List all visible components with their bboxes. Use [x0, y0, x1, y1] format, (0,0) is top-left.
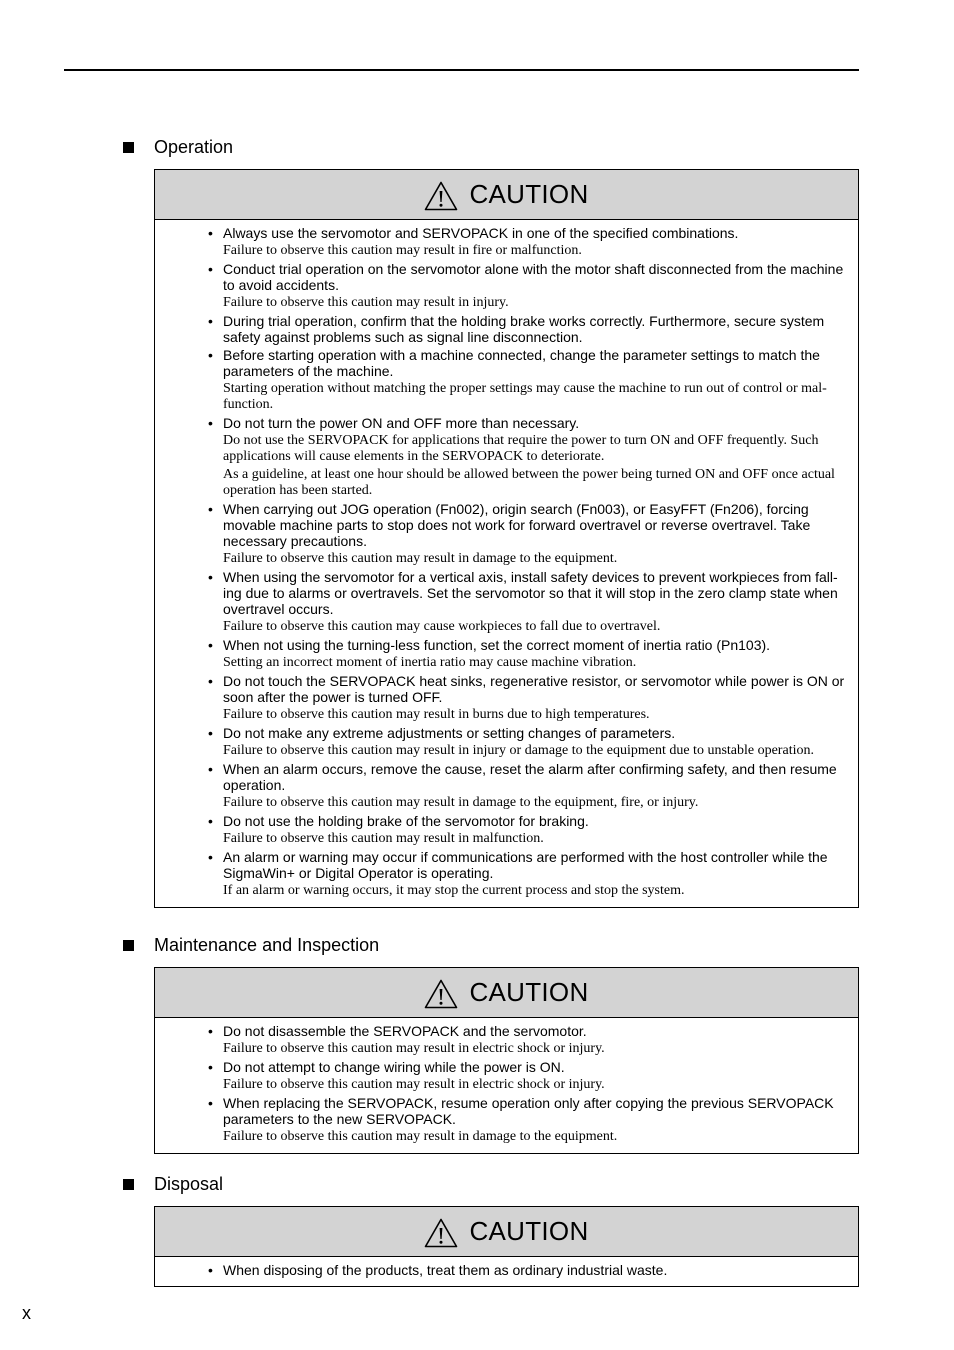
caution-consequence: Failure to observe this caution may result in injury. [223, 295, 509, 310]
caution-text: Do not disassemble the SERVOPACK and the servomotor. [223, 1023, 587, 1039]
caution-item [155, 673, 852, 723]
caution-consequence: Failure to observe this caution may result in electric shock or injury. [223, 1077, 605, 1092]
caution-item [155, 261, 852, 311]
bullet-icon: • [208, 1262, 213, 1278]
top-rule [64, 69, 859, 71]
caution-text: During trial operation, confirm that the holding brake works correctly. Furthermore, secure system safety against problems such as signal line disconnection. [223, 313, 825, 345]
section-title: Maintenance and Inspection [154, 935, 380, 955]
caution-consequence: Failure to observe this caution may result in injury or damage to the equipment due to unstable operation. [223, 743, 814, 758]
caution-list [155, 1257, 858, 1286]
bullet-icon: • [208, 761, 213, 777]
caution-consequence: Failure to observe this caution may cause workpieces to fall due to overtravel. [223, 619, 661, 634]
caution-consequence: Failure to observe this caution may result in damage to the equipment, fire, or injury. [223, 795, 699, 810]
caution-item [155, 569, 852, 635]
caution-text: Do not attempt to change wiring while the power is ON. [223, 1059, 565, 1075]
caution-item [155, 637, 852, 671]
caution-consequence: Failure to observe this caution may result in fire or malfunction. [223, 243, 582, 258]
caution-text: When an alarm occurs, remove the cause, reset the alarm after confirming safety, and then resume operation. [223, 761, 837, 793]
bullet-icon: • [208, 347, 213, 363]
section-heading-maintenance [123, 934, 379, 956]
caution-item [155, 1095, 852, 1145]
caution-text: When replacing the SERVOPACK, resume operation only after copying the previous SERVOPACK parameters to the new SERVOPACK. [223, 1095, 834, 1127]
section-title: Operation [154, 137, 234, 157]
caution-text: Do not turn the power ON and OFF more than necessary. [223, 415, 580, 431]
caution-consequence: Setting an incorrect moment of inertia ratio may cause machine vibration. [223, 655, 637, 670]
bullet-icon: • [208, 1095, 213, 1111]
bullet-icon: • [208, 637, 213, 653]
caution-text: Conduct trial operation on the servomotor alone with the motor shaft disconnected from the machine to avoid accidents. [223, 261, 844, 293]
caution-box-operation [154, 169, 859, 908]
caution-text: An alarm or warning may occur if communications are performed with the host controller while the SigmaWin+ or Digital Operator is operating. [223, 849, 828, 881]
caution-box-maintenance [154, 967, 859, 1154]
warning-triangle-icon [424, 979, 458, 1009]
caution-item [155, 761, 852, 811]
bullet-icon: • [208, 813, 213, 829]
caution-list [155, 220, 858, 907]
section-heading-disposal [123, 1173, 223, 1195]
bullet-icon: • [208, 849, 213, 865]
caution-consequence: Failure to observe this caution may result in burns due to high temperatures. [223, 707, 650, 722]
caution-item [155, 313, 852, 345]
warning-triangle-icon [424, 1218, 458, 1248]
caution-item [155, 501, 852, 567]
bullet-icon: • [208, 569, 213, 585]
bullet-icon: • [208, 313, 213, 329]
caution-item [155, 1023, 852, 1057]
caution-text: Do not touch the SERVOPACK heat sinks, regenerative resistor, or servomotor while power is ON or soon after the power is turned OFF. [223, 673, 845, 705]
caution-text: When using the servomotor for a vertical axis, install safety devices to prevent workpieces from fall- ing due to alarms or overtravels. Set the servomotor so that it will stop in the zero clamp state when overtravel occurs. [223, 569, 838, 617]
caution-label: CAUTION [469, 977, 589, 1007]
caution-text: Before starting operation with a machine connected, change the parameter settings to match the parameters of the machine. [223, 347, 820, 379]
caution-text: Do not use the holding brake of the servomotor for braking. [223, 813, 589, 829]
square-bullet-icon [123, 940, 134, 951]
bullet-icon: • [208, 261, 213, 277]
bullet-icon: • [208, 673, 213, 689]
caution-label: CAUTION [469, 1216, 589, 1246]
caution-text: When carrying out JOG operation (Fn002), origin search (Fn003), or EasyFFT (Fn206), forcing movable machine parts to stop does not work for forward overtravel or reverse overtravel. Take necessary precautions. [223, 501, 811, 549]
caution-label: CAUTION [469, 179, 589, 209]
square-bullet-icon [123, 1179, 134, 1190]
caution-item [155, 813, 852, 847]
caution-item [155, 849, 852, 899]
warning-triangle-icon [424, 181, 458, 211]
caution-item [155, 347, 852, 413]
caution-consequence: Starting operation without matching the proper settings may cause the machine to run out of control or mal- function. [223, 381, 827, 412]
caution-item [155, 415, 852, 499]
bullet-icon: • [208, 1023, 213, 1039]
caution-consequence: Failure to observe this caution may result in damage to the equipment. [223, 551, 618, 566]
caution-item [155, 1059, 852, 1093]
caution-consequence: Failure to observe this caution may result in electric shock or injury. [223, 1041, 605, 1056]
caution-header [155, 170, 858, 220]
caution-text: Always use the servomotor and SERVOPACK in one of the specified combinations. [223, 225, 739, 241]
caution-text: When disposing of the products, treat them as ordinary industrial waste. [223, 1262, 668, 1278]
caution-box-disposal [154, 1206, 859, 1287]
caution-list [155, 1018, 858, 1153]
caution-consequence: Do not use the SERVOPACK for applications that require the power to turn ON and OFF frequently. Such applications will cause elements in the SERVOPACK to deteriorate. [223, 433, 819, 464]
caution-consequence: Failure to observe this caution may result in malfunction. [223, 831, 544, 846]
caution-item [155, 725, 852, 759]
section-heading-operation [123, 136, 233, 158]
page-number: x [22, 1303, 31, 1323]
caution-text: When not using the turning-less function, set the correct moment of inertia ratio (Pn103). [223, 637, 771, 653]
caution-consequence: As a guideline, at least one hour should be allowed between the power being turned ON and OFF once actual operation has been started. [223, 467, 835, 498]
bullet-icon: • [208, 501, 213, 517]
square-bullet-icon [123, 142, 134, 153]
caution-text: Do not make any extreme adjustments or setting changes of parameters. [223, 725, 676, 741]
section-title: Disposal [154, 1174, 224, 1194]
caution-consequence: Failure to observe this caution may result in damage to the equipment. [223, 1129, 618, 1144]
bullet-icon: • [208, 225, 213, 241]
caution-header [155, 968, 858, 1018]
caution-item [155, 225, 852, 259]
caution-item [155, 1262, 852, 1278]
bullet-icon: • [208, 1059, 213, 1075]
bullet-icon: • [208, 725, 213, 741]
caution-header [155, 1207, 858, 1257]
bullet-icon: • [208, 415, 213, 431]
caution-consequence: If an alarm or warning occurs, it may stop the current process and stop the system. [223, 883, 685, 898]
